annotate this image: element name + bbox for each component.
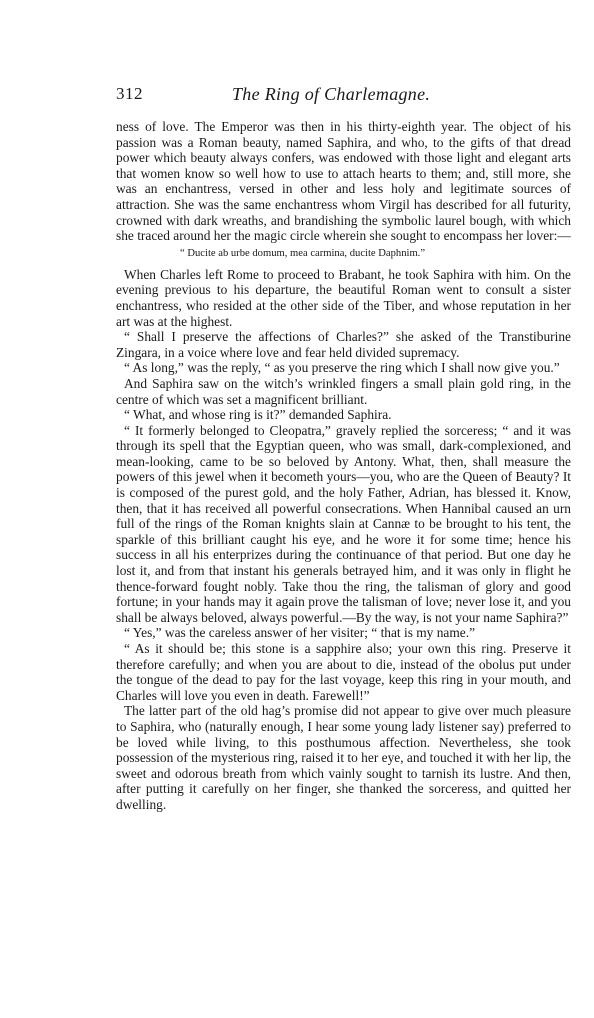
- page-number: 312: [116, 84, 143, 103]
- body-text: [116, 119, 571, 813]
- paragraph: The latter part of the old hag’s promise did not appear to give over much pleasure to Saphira, who (naturally enough, I hear some young lady listener say) preferred to be loved while living, to this posthumous affection. Nevertheless, she took possession of the mysterious ring, raised it to her eye, and touched it with her lip, the sweet and odorous breath from which vainly sought to tarnish its lustre. And then, after putting it carefully on her finger, she thanked the sorceress, and quitted her dwelling.: [116, 703, 571, 812]
- paragraph: “ It formerly belonged to Cleopatra,” gravely replied the sorceress; “ and it was through its spell that the Egyptian queen, who was small, dark-complexioned, and mean-looking, came to be so beloved by Antony. What, then, shall measure the powers of this jewel when it becometh yours—you, who are the Queen of Beauty? It is composed of the purest gold, and the holy Father, Adrian, has blessed it. Know, then, that it has received all powerful consecrations. When Hannibal caused an urn full of the rings of the Roman knights slain at Cannæ to be brought to his tent, the sparkle of this brilliant caught his eye, and he wore it for some time; hence his success in all his enterprizes during the continuance of that period. But one day he lost it, and from that instant his generals betrayed him, and it was only in flight he thence-forward fought nobly. Take thou the ring, the talisman of glory and good fortune; in your hands may it again prove the talisman of love; never lose it, and you shall be always beloved, always powerful.—By the way, is not your name Saphira?”: [116, 422, 571, 625]
- latin-quotation: “ Ducite ab urbe domum, mea carmina, ducite Daphnim.”: [180, 247, 426, 259]
- paragraph: “ As it should be; this stone is a sapphire also; your own this ring. Preserve it therefore carefully; and when you are about to die, instead of the obolus put under the tongue of the dead to pay for the last voyage, keep this ring in your mouth, and Charles will love you even in death. Farewell!”: [116, 641, 571, 703]
- running-head: [116, 84, 571, 108]
- running-title: The Ring of Charlemagne.: [232, 84, 431, 104]
- paragraph: “ Yes,” was the careless answer of her visiter; “ that is my name.”: [124, 625, 476, 641]
- paragraph: “ Shall I preserve the affections of Charles?” she asked of the Transtiburine Zingara, in a voice where love and fear held divided supremacy.: [116, 329, 571, 360]
- paragraph: ness of love. The Emperor was then in his thirty-eighth year. The object of his passion was a Roman beauty, named Saphira, and who, to the gifts of that dread power which beauty always confers, was endowed with those light and elegant arts that women know so well how to use to attach hearts to them; and, still more, she was an enchantress, versed in other and less holy and legitimate sources of attraction. She was the same enchantress whom Virgil has described for all futurity, crowned with dark wreaths, and brandishing the symbolic laurel bough, with which she traced around her the magic circle wherein she sought to encompass her lover:—: [116, 119, 571, 244]
- paragraph: When Charles left Rome to proceed to Brabant, he took Saphira with him. On the evening previous to his departure, the beautiful Roman went to consult a sister enchantress, who resided at the other side of the Tiber, and whose reputation in her art was at the highest.: [116, 266, 571, 329]
- paragraph: And Saphira saw on the witch’s wrinkled fingers a small plain gold ring, in the centre of which was set a magnificent brilliant.: [116, 375, 571, 407]
- paragraph: “ As long,” was the reply, “ as you preserve the ring which I shall now give you.”: [124, 360, 560, 376]
- paragraph: “ What, and whose ring is it?” demanded Saphira.: [124, 407, 392, 423]
